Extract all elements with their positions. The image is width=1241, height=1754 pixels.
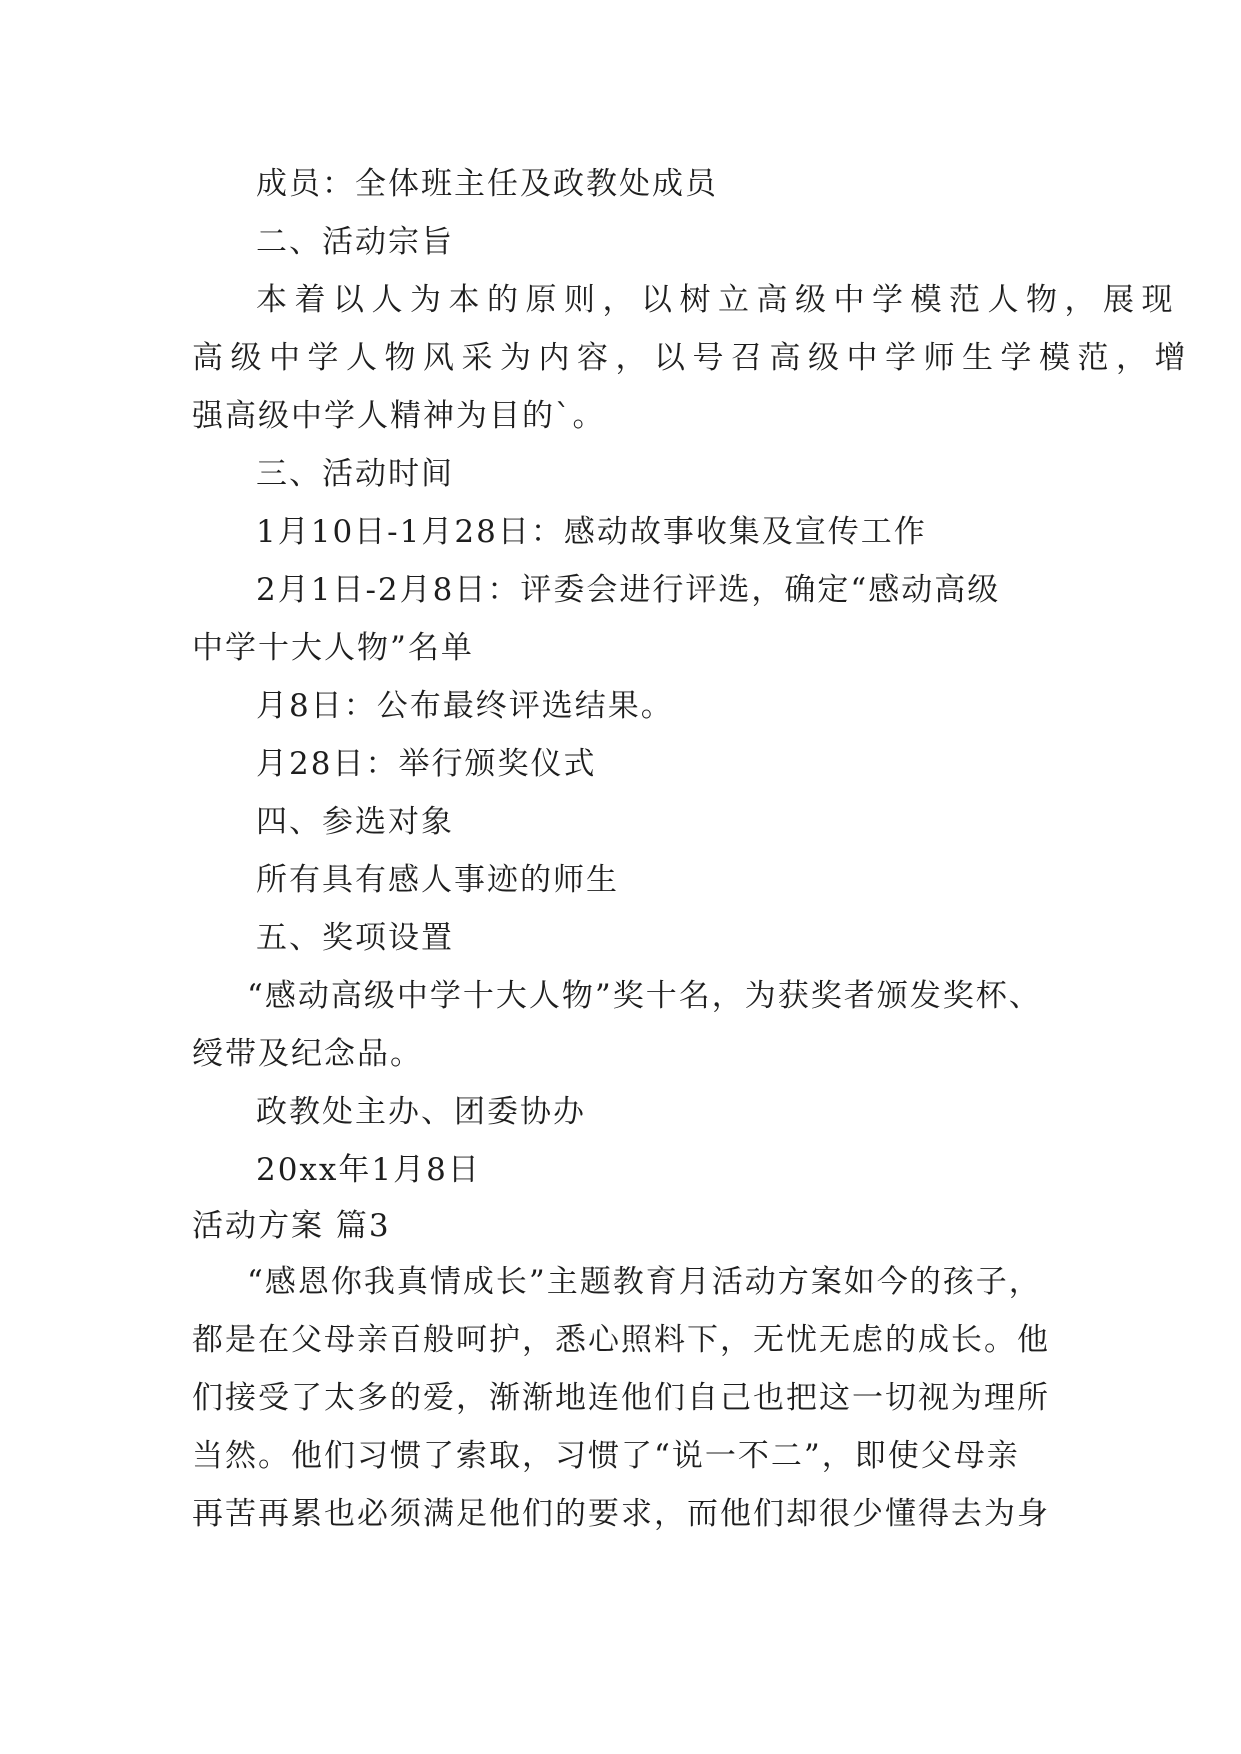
paragraph-line: 都是在父母亲百般呵护，悉心照料下，无忧无虑的成长。他 [192,1322,1050,1358]
section-heading-participants: 四、参选对象 [256,804,454,840]
schedule-line: 1月10日-1月28日：感动故事收集及宣传工作 [256,514,927,550]
paragraph-line: “感动高级中学十大人物”奖十名，为获奖者颁发奖杯、 [247,978,1042,1014]
schedule-line: 中学十大人物”名单 [192,630,474,666]
schedule-line: 月28日：举行颁奖仪式 [256,746,597,782]
members-line: 成员：全体班主任及政教处成员 [256,166,718,202]
paragraph-line: 所有具有感人事迹的师生 [256,862,619,898]
paragraph-line: “感恩你我真情成长”主题教育月活动方案如今的孩子， [247,1264,1042,1300]
schedule-line: 月8日：公布最终评选结果。 [256,688,674,724]
paragraph-line: 本着以人为本的原则，以树立高级中学模范人物，展现 [256,282,1180,318]
section-heading-awards: 五、奖项设置 [256,920,454,956]
section-heading-purpose: 二、活动宗旨 [256,224,454,260]
date-line: 20xx年1月8日 [256,1152,481,1188]
paragraph-line: 高级中学人物风采为内容，以号召高级中学师生学模范，增 [192,340,1193,376]
paragraph-line: 们接受了太多的爱，渐渐地连他们自己也把这一切视为理所 [192,1380,1050,1416]
paragraph-line: 再苦再累也必须满足他们的要求，而他们却很少懂得去为身 [192,1496,1050,1532]
paragraph-line: 当然。他们习惯了索取，习惯了“说一不二”，即使父母亲 [192,1438,1020,1474]
section-heading-time: 三、活动时间 [256,456,454,492]
paragraph-line: 绶带及纪念品。 [192,1036,423,1072]
section-title-plan-3: 活动方案 篇3 [192,1208,391,1244]
schedule-line: 2月1日-2月8日：评委会进行评选，确定“感动高级 [256,572,1001,608]
organizer-line: 政教处主办、团委协办 [256,1094,586,1130]
paragraph-line: 强高级中学人精神为目的`。 [192,398,606,434]
